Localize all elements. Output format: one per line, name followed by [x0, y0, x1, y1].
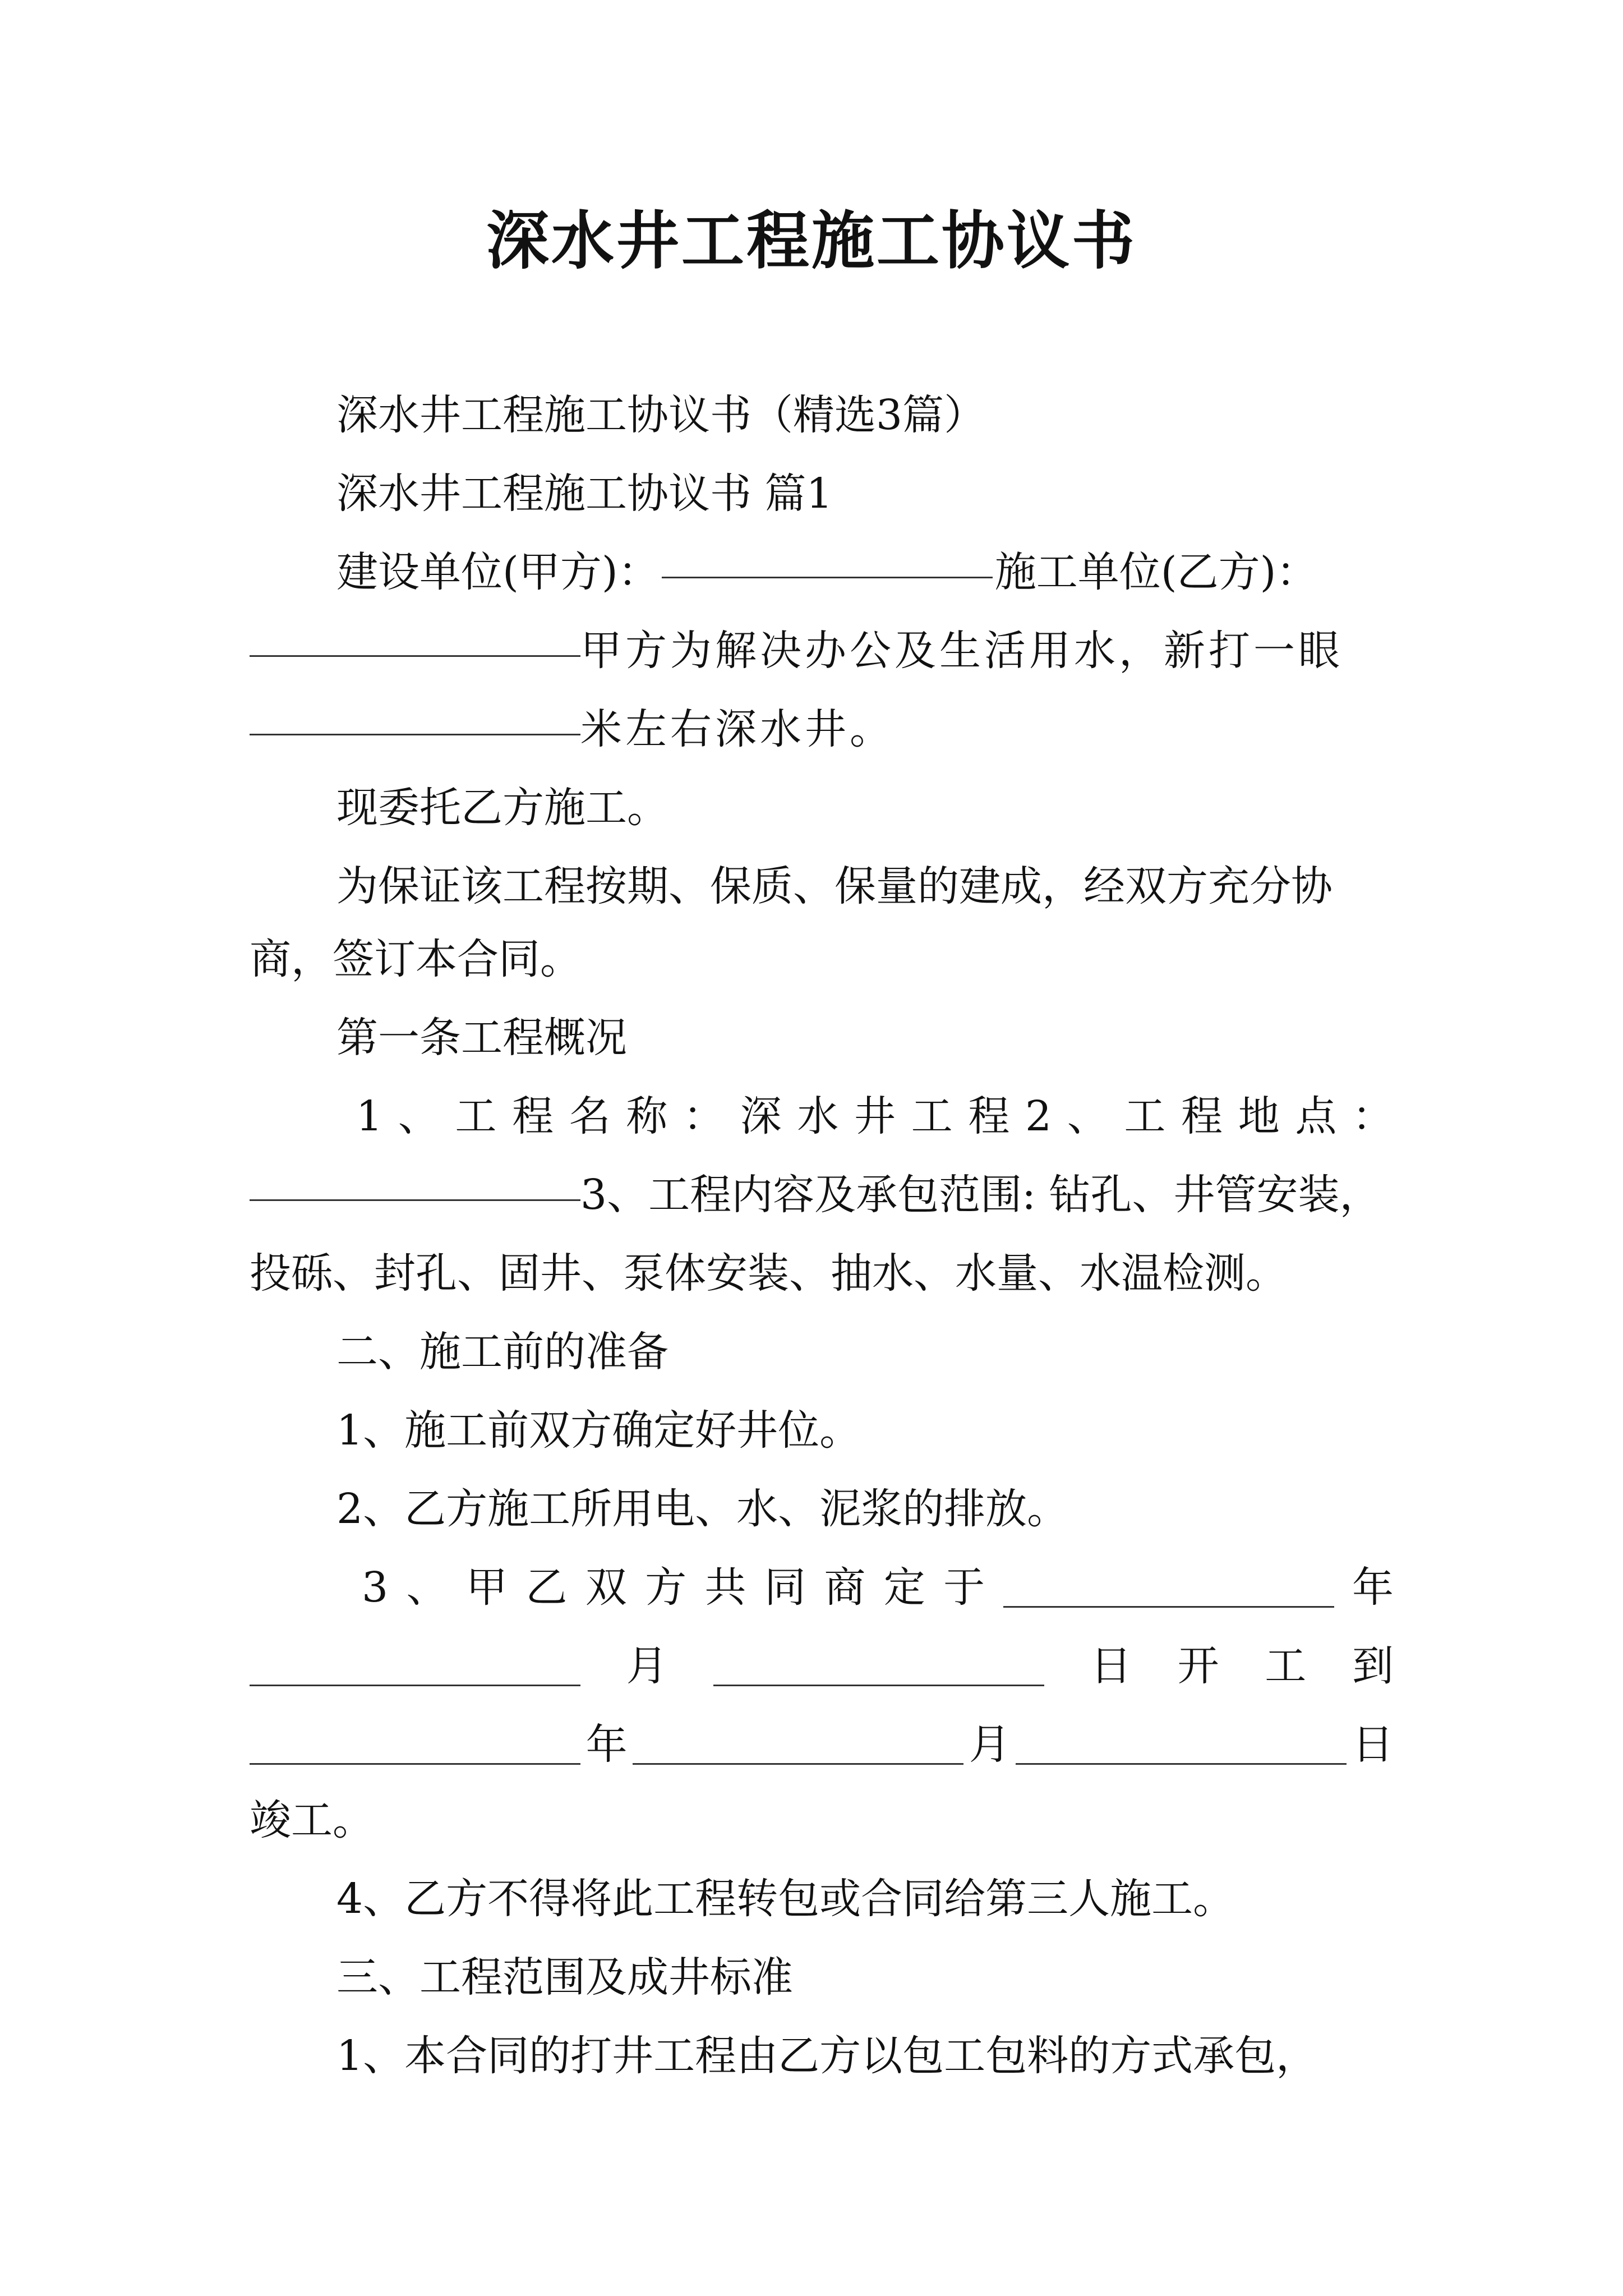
- day-label: 日: [1090, 1642, 1132, 1690]
- item1-token: 工: [911, 1092, 953, 1140]
- prep-item-1: 1、施工前双方确定好井位。: [336, 1406, 861, 1455]
- item1-token: 地: [1238, 1092, 1280, 1140]
- item1-token: 程: [1181, 1092, 1223, 1140]
- end-month-blank: [633, 1762, 963, 1765]
- item1-token: 称: [626, 1092, 668, 1140]
- depth-blank: [250, 733, 580, 735]
- prep3-token: 双: [585, 1563, 627, 1612]
- item1-token: 工: [1124, 1092, 1166, 1140]
- item3-line: [250, 1167, 1394, 1223]
- item1-token: 工: [455, 1092, 497, 1140]
- prep-item-4: 4、乙方不得将此工程转包或合同给第三人施工。: [336, 1875, 1235, 1923]
- prep3-token: 、: [406, 1563, 448, 1612]
- item1-token: 程: [968, 1092, 1010, 1140]
- completion-text: 竣工。: [250, 1796, 374, 1844]
- purpose-line: [250, 623, 1394, 679]
- prep3-token: 方: [645, 1563, 687, 1612]
- item3-continued: 投砾、封孔、固井、泵体安装、抽水、水量、水温检测。: [250, 1249, 1287, 1297]
- item1-token: 水: [797, 1092, 839, 1140]
- document-subtitle: 深水井工程施工协议书（精选3篇）: [336, 391, 986, 439]
- section3-heading: 三、工程范围及成井标准: [336, 1953, 793, 2001]
- item1-token: 点: [1295, 1092, 1337, 1140]
- start-month-blank-a: [250, 1683, 580, 1686]
- intro-line-1: 为保证该工程按期、保质、保量的建成，经双方充分协: [336, 862, 1332, 910]
- prep3-token: 3: [362, 1563, 389, 1612]
- section2-heading: 二、施工前的准备: [336, 1328, 668, 1376]
- prep3-token: 于: [943, 1563, 985, 1612]
- scope-item-1: 1、本合同的打井工程由乙方以包工包料的方式承包，: [336, 2032, 1318, 2080]
- prep3-token: 同: [764, 1563, 806, 1612]
- item1-token: 深: [740, 1092, 782, 1140]
- item1-token: ：: [1352, 1092, 1394, 1140]
- item1-token: 、: [398, 1092, 440, 1140]
- end-day-label: 日: [1352, 1720, 1394, 1769]
- prep3-token: 定: [883, 1563, 925, 1612]
- start-word-3: 到: [1352, 1642, 1394, 1690]
- end-day-blank: [1016, 1762, 1347, 1765]
- party-line: [250, 544, 1394, 600]
- party-a-blank: [662, 576, 993, 578]
- item1-token: 名: [569, 1092, 611, 1140]
- prep-item-3-line: [250, 1559, 1394, 1616]
- location-blank: [250, 1198, 580, 1201]
- item1-token: ：: [683, 1092, 725, 1140]
- start-word-2: 工: [1265, 1642, 1307, 1690]
- year-label: 年: [1352, 1563, 1394, 1612]
- item1-token: 程: [512, 1092, 554, 1140]
- prep3-token: 甲: [465, 1563, 508, 1612]
- item1-token: 井: [854, 1092, 896, 1140]
- document-title: 深水井工程施工协议书: [486, 204, 1137, 278]
- end-year-label: 年: [585, 1720, 628, 1769]
- item1-token: 2: [1025, 1092, 1052, 1140]
- entrust-text: 现委托乙方施工。: [336, 784, 668, 832]
- month-label: 月: [626, 1642, 668, 1690]
- item1-token: 1: [356, 1092, 383, 1140]
- start-word-1: 开: [1177, 1642, 1219, 1690]
- end-year-blank: [250, 1762, 580, 1765]
- party-b-label: 施工单位(乙方)：: [994, 548, 1318, 596]
- end-date-line: [250, 1717, 1394, 1773]
- start-year-blank: [1003, 1605, 1334, 1608]
- depth-line: [250, 701, 1394, 757]
- intro-line-2: 商，签订本合同。: [250, 935, 582, 983]
- start-date-line: [250, 1638, 1394, 1694]
- prep3-token: 乙: [525, 1563, 568, 1612]
- prep3-token: 商: [824, 1563, 866, 1612]
- depth-text: 米左右深水井。: [580, 705, 895, 753]
- party-a-label: 建设单位(甲方)：: [336, 548, 660, 596]
- section1-heading: 第一条工程概况: [336, 1014, 627, 1062]
- purpose-text: 甲方为解决办公及生活用水，新打一眼: [580, 627, 1343, 675]
- prep-item-2: 2、乙方施工所用电、水、泥浆的排放。: [336, 1485, 1069, 1533]
- start-day-blank: [713, 1683, 1044, 1686]
- prep3-token: 共: [704, 1563, 746, 1612]
- item1-token: 、: [1067, 1092, 1109, 1140]
- item1-line: [250, 1088, 1394, 1144]
- article-heading: 深水井工程施工协议书 篇1: [336, 470, 833, 518]
- end-month-label: 月: [969, 1720, 1011, 1769]
- party-b-blank: [250, 654, 580, 657]
- item3-text: 3、工程内容及承包范围: 钻孔、井管安装，: [580, 1171, 1381, 1219]
